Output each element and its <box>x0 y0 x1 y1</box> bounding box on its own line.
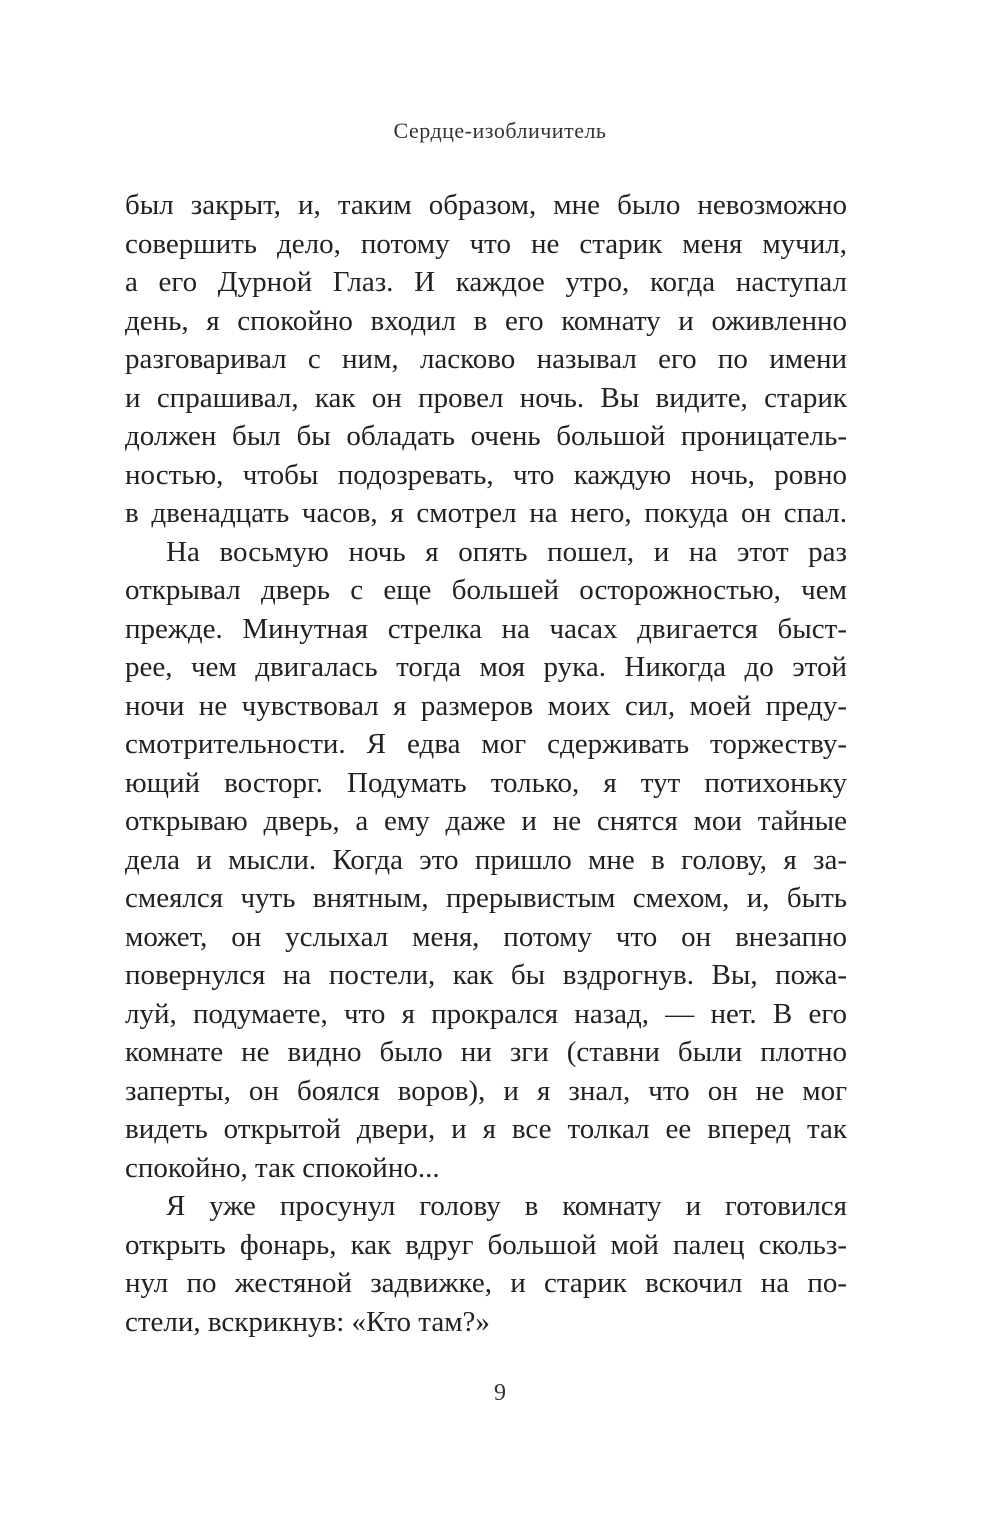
text-line: На восьмую ночь я опять пошел, и на этот раз <box>166 535 847 568</box>
text-line: в двенадцать часов, я смотрел на него, покуда он спал. <box>125 497 847 529</box>
running-header: Сердце-изобличитель <box>393 118 607 143</box>
text-line: был закрыт, и, таким образом, мне было невозможно <box>125 189 847 221</box>
text-line: ющий восторг. Подумать только, я тут потихоньку <box>125 766 847 799</box>
paragraph <box>125 1187 847 1341</box>
paragraph <box>125 186 847 533</box>
text-line: ностью, чтобы подозревать, что каждую ночь, ровно <box>125 458 847 491</box>
text-line: Я уже просунул голову в комнату и готовился <box>166 1190 847 1222</box>
text-line: спокойно, так спокойно... <box>125 1151 440 1184</box>
text-line: рее, чем двигалась тогда моя рука. Никогда до этой <box>125 651 847 683</box>
text-line: комнате не видно было ни зги (ставни были плотно <box>125 1036 847 1068</box>
text-line: нул по жестяной задвижке, и старик вскочил на по- <box>125 1267 847 1299</box>
text-line: луй, подумаете, что я прокрался назад, — нет. В его <box>125 997 847 1030</box>
text-line: видеть открытой двери, и я все толкал ее вперед так <box>125 1113 847 1145</box>
text-line: дела и мысли. Когда это пришло мне в голову, я за- <box>125 843 847 876</box>
text-line: открывал дверь с еще большей осторожностью, чем <box>125 574 847 606</box>
text-line: разговаривал с ним, ласково называл его по имени <box>125 343 847 375</box>
text-line: повернулся на постели, как бы вздрогнув. Вы, пожа- <box>125 959 847 991</box>
text-line: день, я спокойно входил в его комнату и оживленно <box>125 304 847 337</box>
paragraph <box>125 533 847 1188</box>
text-line: открываю дверь, а ему даже и не снятся мои тайные <box>125 805 847 837</box>
text-line: должен был бы обладать очень большой проницатель- <box>125 420 847 452</box>
text-line: ночи не чувствовал я размеров моих сил, моей преду- <box>125 689 847 722</box>
text-line: а его Дурной Глаз. И каждое утро, когда наступал <box>125 266 847 298</box>
text-line: стели, вскрикнув: «Кто там?» <box>125 1305 490 1338</box>
page-number: 9 <box>494 1380 506 1406</box>
body-text <box>125 186 847 1341</box>
text-line: совершить дело, потому что не старик меня мучил, <box>125 227 847 260</box>
text-line: открыть фонарь, как вдруг большой мой палец скольз- <box>125 1228 847 1261</box>
text-line: и спрашивал, как он провел ночь. Вы видите, старик <box>125 381 847 414</box>
text-line: заперты, он боялся воров), и я знал, что он не мог <box>125 1074 847 1107</box>
text-line: может, он услыхал меня, потому что он внезапно <box>125 920 847 953</box>
text-line: смотрительности. Я едва мог сдерживать торжеству- <box>125 728 847 760</box>
text-line: прежде. Минутная стрелка на часах двигается быст- <box>125 612 847 645</box>
text-line: смеялся чуть внятным, прерывистым смехом, и, быть <box>125 882 847 914</box>
